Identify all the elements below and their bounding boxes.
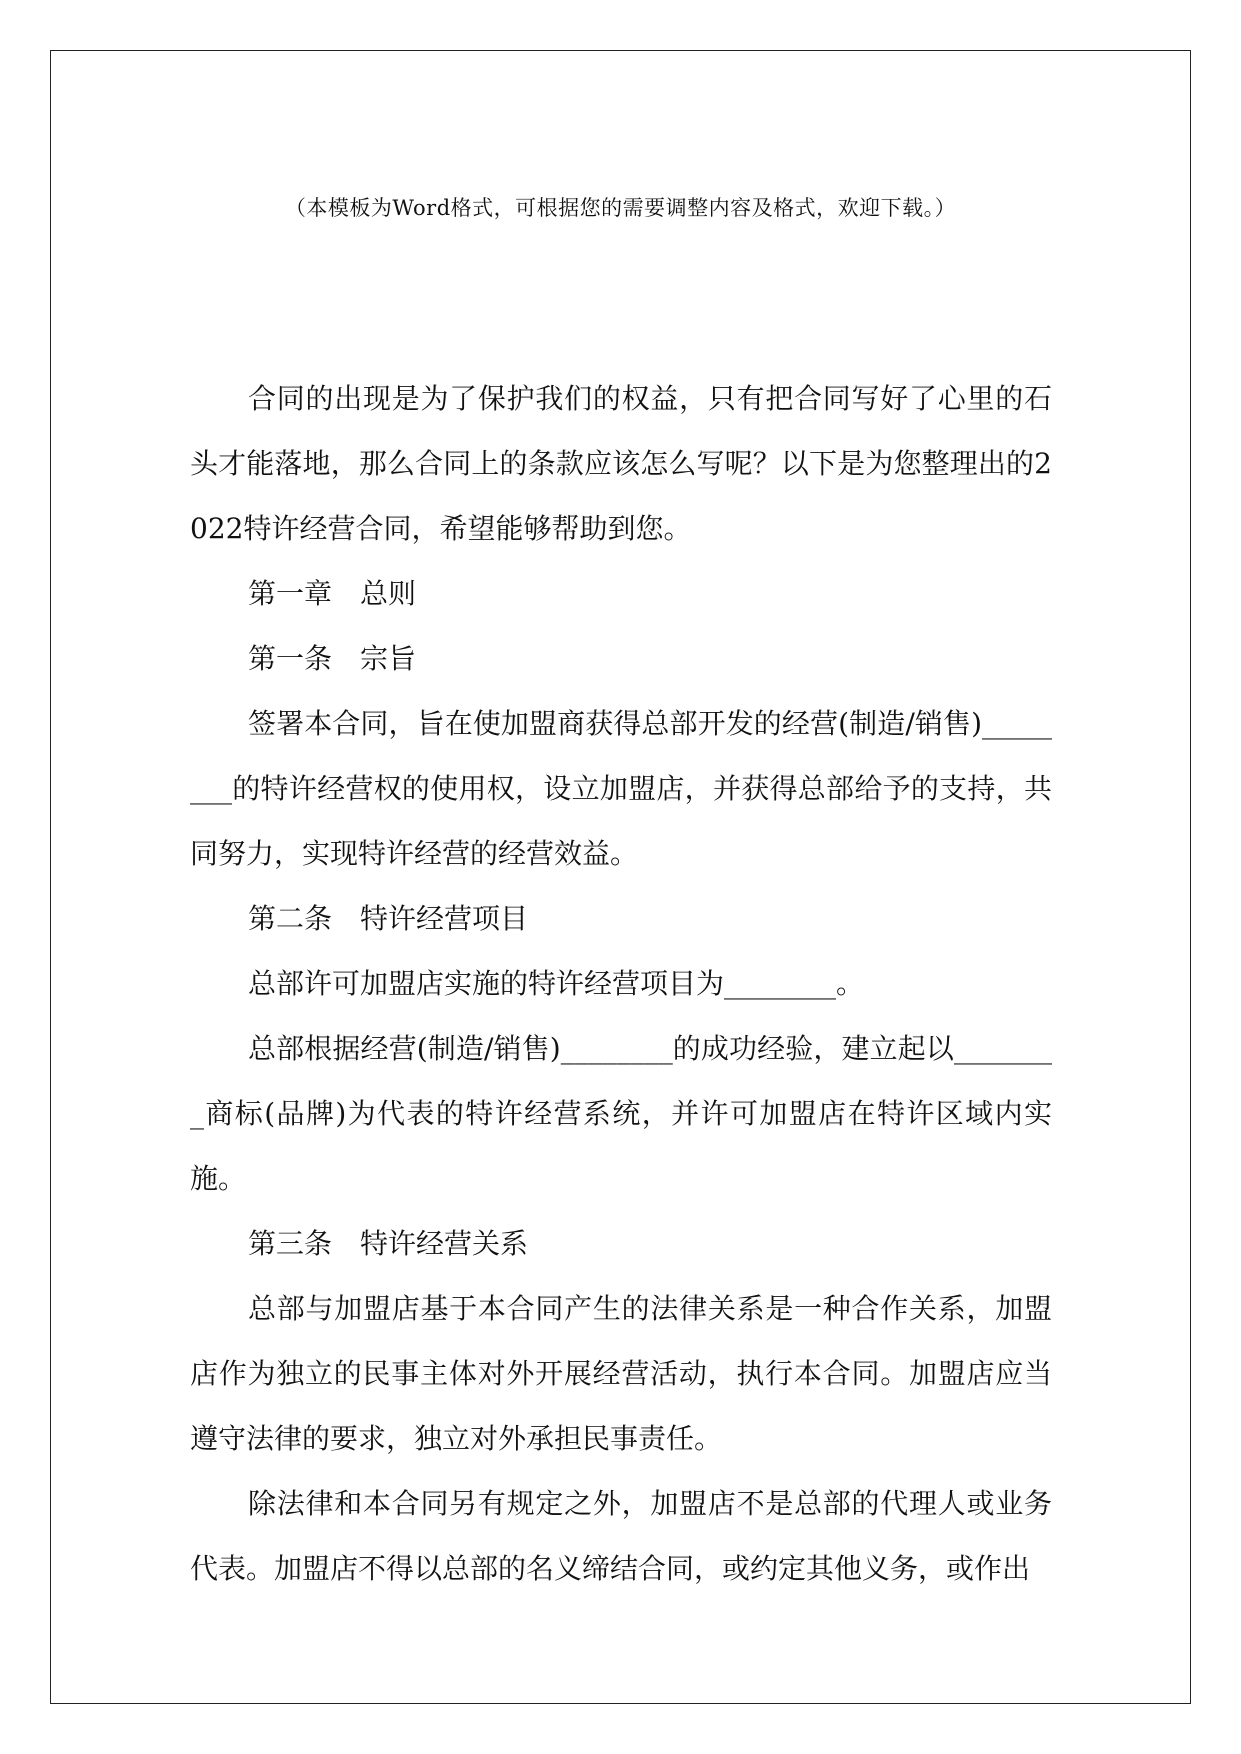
article-paragraph: 总部与加盟店基于本合同产生的法律关系是一种合作关系，加盟店作为独立的民事主体对外开展经营活动，执行本合同。加盟店应当遵守法律的要求，独立对外承担民事责任。 (190, 1292, 1052, 1455)
paragraph-intro: 合同的出现是为了保护我们的权益，只有把合同写好了心里的石头才能落地，那么合同上的条款应该怎么写呢？以下是为您整理出的2022特许经营合同，希望能够帮助到您。 (190, 382, 1052, 545)
template-note: （本模板为Word格式，可根据您的需要调整内容及格式，欢迎下载。） (284, 196, 957, 220)
article-paragraph: 总部根据经营(制造/销售)________的成功经验，建立起以________商标(品牌)为代表的特许经营系统，并许可加盟店在特许区域内实施。 (190, 1032, 1052, 1195)
chapter-heading: 第一章 总则 (248, 577, 417, 610)
article-paragraph: 签署本合同，旨在使加盟商获得总部开发的经营(制造/销售)________的特许经营权的使用权，设立加盟店，并获得总部给予的支持，共同努力，实现特许经营的经营效益。 (190, 707, 1052, 870)
article-heading: 第一条 宗旨 (248, 642, 417, 675)
document-body (190, 366, 1052, 1601)
article-paragraph: 总部许可加盟店实施的特许经营项目为________。 (248, 967, 865, 1000)
article-heading: 第三条 特许经营关系 (248, 1227, 529, 1260)
article-paragraph: 除法律和本合同另有规定之外，加盟店不是总部的代理人或业务代表。加盟店不得以总部的名义缔结合同，或约定其他义务，或作出 (190, 1487, 1052, 1585)
article-heading: 第二条 特许经营项目 (248, 902, 529, 935)
